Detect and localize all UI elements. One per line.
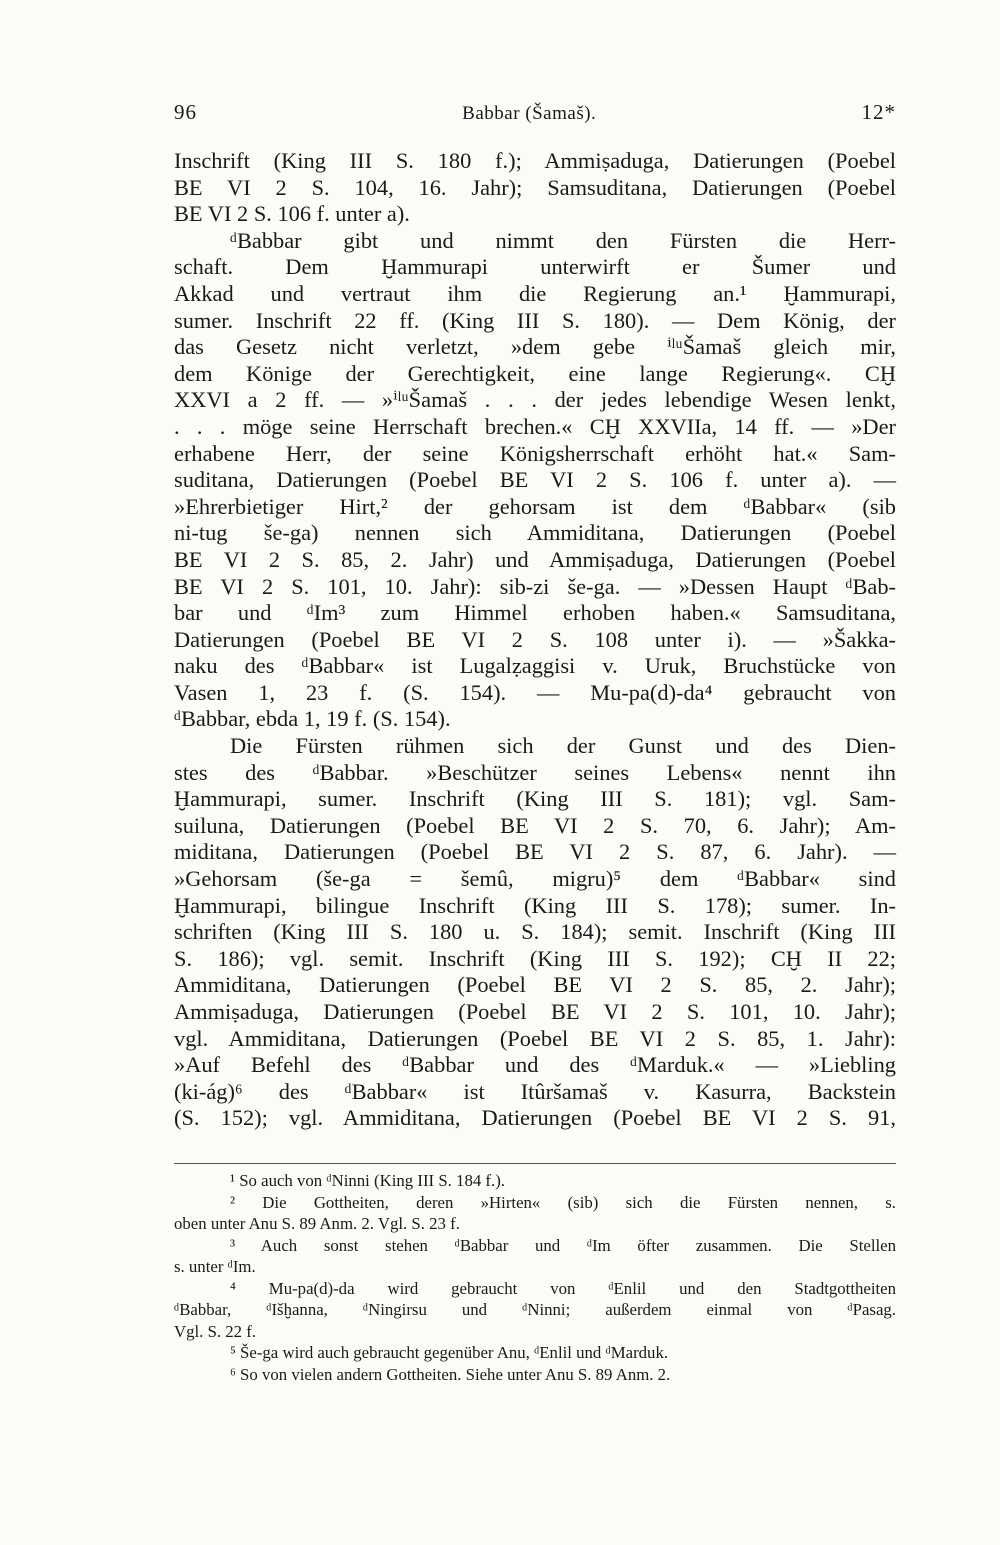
text-line: XXVI a 2 ff. — »ⁱˡᵘŠamaš . . . der jedes lebendige Wesen lenkt, — [174, 387, 896, 413]
text-line: Ammiditana, Datierungen (Poebel BE VI 2 S. 85, 2. Jahr); — [174, 972, 896, 998]
text-line: Vasen 1, 23 f. (S. 154). — Mu-pa(d)-da⁴ gebraucht von — [174, 679, 896, 705]
footnote-line: ³ Auch sonst stehen ᵈBabbar und ᵈIm öfter zusammen. Die Stellen — [230, 1235, 896, 1255]
text-line: Die Fürsten rühmen sich der Gunst und des Dien- — [230, 733, 896, 759]
text-line: schaft. Dem Ḫammurapi unterwirft er Šumer und — [174, 254, 896, 280]
text-line: S. 186); vgl. semit. Inschrift (King III S. 192); CḪ II 22; — [174, 945, 896, 971]
text-line: ᵈBabbar gibt und nimmt den Fürsten die Herr- — [230, 227, 896, 253]
text-line: »Ehrerbietiger Hirt,² der gehorsam ist dem ᵈBabbar« (sib — [174, 493, 896, 519]
sheet-mark: 12* — [861, 100, 896, 124]
text-line: . . . möge seine Herrschaft brechen.« CḪ XXVIIa, 14 ff. — »Der — [174, 413, 896, 439]
text-line: Akkad und vertraut ihm die Regierung an.¹ Ḫammurapi, — [174, 280, 896, 306]
footnote-line: oben unter Anu S. 89 Anm. 2. Vgl. S. 23 f. — [174, 1214, 460, 1233]
footnote-line: ⁴ Mu-pa(d)-da wird gebraucht von ᵈEnlil und den Stadtgottheiten — [230, 1278, 896, 1298]
footnote-line: ⁵ Še-ga wird auch gebraucht gegenüber Anu, ᵈEnlil und ᵈMarduk. — [230, 1343, 669, 1362]
footnotes — [174, 1170, 896, 1385]
text-line: Ḫammurapi, bilingue Inschrift (King III S. 178); sumer. In- — [174, 892, 896, 918]
page-header — [174, 100, 896, 136]
footnote-divider — [174, 1163, 896, 1164]
footnote-line: ¹ So auch von ᵈNinni (King III S. 184 f.). — [230, 1171, 505, 1190]
text-line: (S. 152); vgl. Ammiditana, Datierungen (Poebel BE VI 2 S. 91, — [174, 1105, 896, 1131]
text-line: Ḫammurapi, sumer. Inschrift (King III S. 181); vgl. Sam- — [174, 786, 896, 812]
text-line: BE VI 2 S. 104, 16. Jahr); Samsuditana, Datierungen (Poebel — [174, 174, 896, 200]
text-line: suiluna, Datierungen (Poebel BE VI 2 S. 70, 6. Jahr); Am- — [174, 812, 896, 838]
page-number: 96 — [174, 100, 197, 124]
text-line: BE VI 2 S. 106 f. unter a). — [174, 201, 410, 227]
text-line: dem Könige der Gerechtigkeit, eine lange Regierung«. CḪ — [174, 360, 896, 386]
text-line: Inschrift (King III S. 180 f.); Ammiṣaduga, Datierungen (Poebel — [174, 148, 896, 173]
text-line: naku des ᵈBabbar« ist Lugalẓaggisi v. Uruk, Bruchstücke von — [174, 653, 896, 679]
text-line: BE VI 2 S. 85, 2. Jahr) und Ammiṣaduga, Datierungen (Poebel — [174, 546, 896, 572]
text-line: suditana, Datierungen (Poebel BE VI 2 S. 106 f. unter a). — — [174, 467, 896, 493]
text-line: miditana, Datierungen (Poebel BE VI 2 S. 87, 6. Jahr). — — [174, 839, 896, 865]
footnote-line: ⁶ So von vielen andern Gottheiten. Siehe unter Anu S. 89 Anm. 2. — [230, 1364, 671, 1384]
text-line: BE VI 2 S. 101, 10. Jahr): sib-zi še-ga. — »Dessen Haupt ᵈBab- — [174, 573, 896, 599]
running-title: Babbar (Šamaš). — [462, 103, 597, 124]
text-line: erhabene Herr, der seine Königsherrschaft erhöht hat.« Sam- — [174, 440, 896, 466]
footnote-line: s. unter ᵈIm. — [174, 1257, 256, 1276]
text-line: (ki-ág)⁶ des ᵈBabbar« ist Itûršamaš v. Kasurra, Backstein — [174, 1078, 896, 1104]
text-line: Ammiṣaduga, Datierungen (Poebel BE VI 2 S. 101, 10. Jahr); — [174, 999, 896, 1024]
text-line: stes des ᵈBabbar. »Beschützer seines Lebens« nennt ihn — [174, 759, 896, 785]
text-line: ni-tug še-ga) nennen sich Ammiditana, Datierungen (Poebel — [174, 520, 896, 546]
text-line: »Auf Befehl des ᵈBabbar und des ᵈMarduk.« — »Liebling — [174, 1052, 896, 1078]
footnote-line: ² Die Gottheiten, deren »Hirten« (sib) sich die Fürsten nennen, s. — [230, 1192, 896, 1212]
text-line: bar und ᵈIm³ zum Himmel erhoben haben.« Samsuditana, — [174, 600, 896, 626]
text-line: Datierungen (Poebel BE VI 2 S. 108 unter i). — »Šakka- — [174, 626, 896, 652]
main-text — [174, 148, 896, 1132]
footnote-line: ᵈBabbar, ᵈIšḫanna, ᵈNingirsu und ᵈNinni; außerdem einmal von ᵈPasag. — [174, 1300, 896, 1319]
footnote-line: Vgl. S. 22 f. — [174, 1321, 257, 1341]
text-line: ᵈBabbar, ebda 1, 19 f. (S. 154). — [174, 706, 451, 732]
text-line: »Gehorsam (še-ga = šemû, migru)⁵ dem ᵈBabbar« sind — [174, 866, 896, 892]
text-line: das Gesetz nicht verletzt, »dem gebe ⁱˡᵘŠamaš gleich mir, — [174, 334, 896, 360]
text-line: schriften (King III S. 180 u. S. 184); semit. Inschrift (King III — [174, 919, 896, 945]
text-line: sumer. Inschrift 22 ff. (King III S. 180). — Dem König, der — [174, 307, 896, 333]
text-line: vgl. Ammiditana, Datierungen (Poebel BE VI 2 S. 85, 1. Jahr): — [174, 1025, 896, 1051]
